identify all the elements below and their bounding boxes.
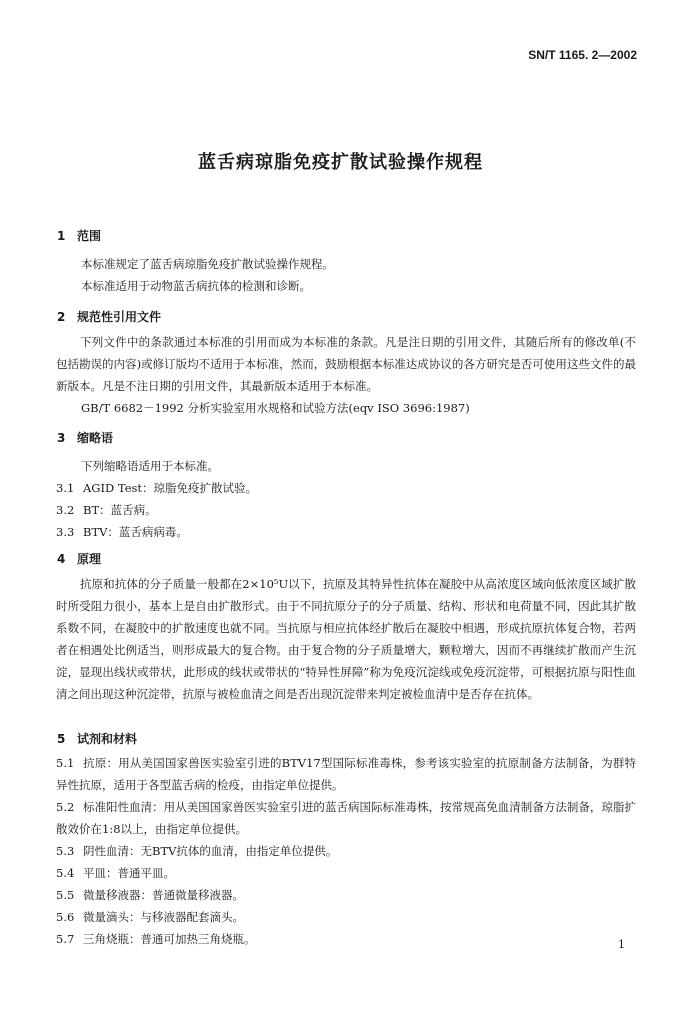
reagent-item: 5.1 抗原：用从美国国家兽医实验室引进的BTV17型国际标准毒株，参考该实验室的抗原制备方法制备，为群特异性抗原，适用于各型蓝舌病的检疫，由指定单位提供。 — [56, 756, 636, 792]
scope-line-2: 本标准适用于动物蓝舌病抗体的检测和诊断。 — [81, 279, 311, 293]
reagent-item: 5.3 阴性血清：无BTV抗体的血清，由指定单位提供。 — [56, 844, 338, 858]
normative-references-paragraph: 下列文件中的条款通过本标准的引用而成为本标准的条款。凡是注日期的引用文件，其随后所有的修改单(不包括勘误的内容)或修订版均不适用于本标准，然而，鼓励根据本标准达成协议的各方研究是否可使用这些文件的最新版本。凡是不注日期的引用文件，其最新版本适用于本标准。 — [56, 335, 636, 393]
reagent-item: 5.5 微量移液器：普通微量移液器。 — [56, 888, 244, 902]
section-1-heading: 1 范围 — [57, 229, 102, 243]
section-4-heading: 4 原理 — [57, 552, 102, 566]
reagent-item: 5.6 微量滴头：与移液器配套滴头。 — [56, 910, 244, 924]
reagent-item: 5.4 平皿：普通平皿。 — [56, 866, 175, 880]
reference-gbt-6682: GB/T 6682－1992 分析实验室用水规格和试验方法(eqv ISO 3696:1987) — [81, 401, 470, 415]
document-title: 蓝舌病琼脂免疫扩散试验操作规程 — [198, 152, 483, 173]
principle-paragraph: 抗原和抗体的分子质量一般都在2×10⁵U以下，抗原及其特异性抗体在凝胶中从高浓度区域向低浓度区域扩散时所受阻力很小，基本上是自由扩散形式。由于不同抗原分子的分子质量、结构、形状和电荷量不同，因此其扩散系数不同，在凝胶中的扩散速度也就不同。当抗原与相应抗体经扩散后在凝胶中相遇，形成抗原抗体复合物，若两者在相遇处比例适当，则形成最大的复合物。由于复合物的分子质量增大，颗粒增大，因而不再继续扩散而产生沉淀，显现出线状或带状，此形成的线状或带状的“特异性屏障”称为免疫沉淀线或免疫沉淀带，可根据抗原与阳性血清之间出现这种沉淀带，抗原与被检血清之间是否出现沉淀带来判定被检血清中是否存在抗体。 — [56, 577, 636, 701]
section-5-heading: 5 试剂和材料 — [57, 732, 138, 746]
abbreviations-intro: 下列缩略语适用于本标准。 — [81, 459, 219, 473]
section-2-heading: 2 规范性引用文件 — [57, 310, 162, 324]
standard-code: SN/T 1165. 2—2002 — [528, 48, 637, 62]
scope-line-1: 本标准规定了蓝舌病琼脂免疫扩散试验操作规程。 — [81, 257, 334, 271]
abbreviation-item: 3.1 AGID Test：琼脂免疫扩散试验。 — [56, 481, 258, 495]
reagent-item: 5.2 标准阳性血清：用从美国国家兽医实验室引进的蓝舌病国际标准毒株，按常规高免血清制备方法制备，琼脂扩散效价在1:8以上，由指定单位提供。 — [56, 800, 636, 836]
page-number: 1 — [618, 938, 625, 951]
section-3-heading: 3 缩略语 — [57, 431, 114, 445]
abbreviation-item: 3.2 BT：蓝舌病。 — [56, 503, 157, 517]
reagent-item: 5.7 三角烧瓶：普通可加热三角烧瓶。 — [56, 932, 256, 946]
abbreviation-item: 3.3 BTV：蓝舌病病毒。 — [56, 525, 188, 539]
